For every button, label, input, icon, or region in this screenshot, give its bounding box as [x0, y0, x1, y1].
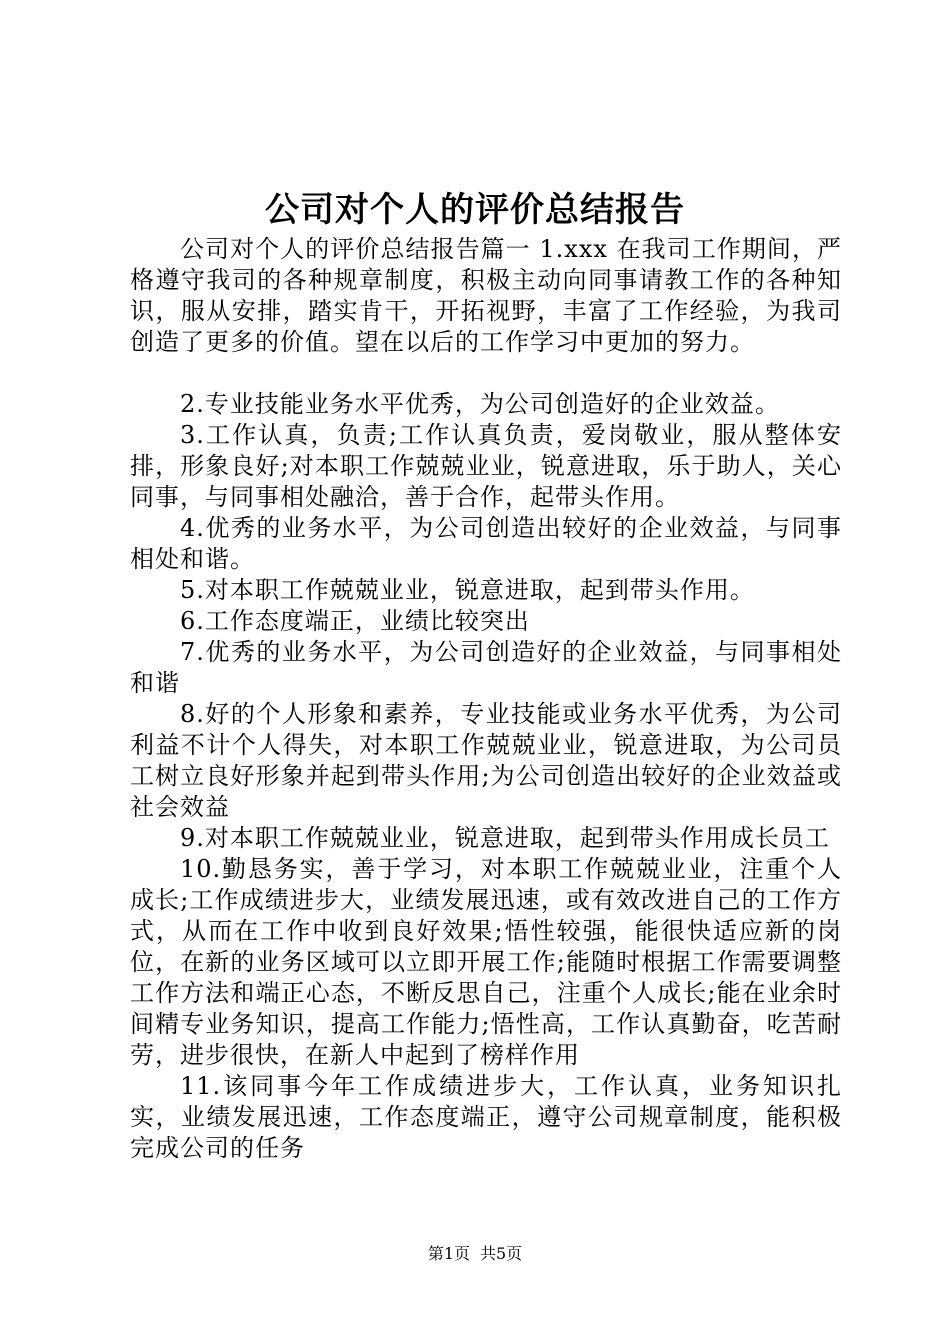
document-title: 公司对个人的评价总结报告	[265, 190, 685, 230]
page-number: 第1页	[427, 1244, 470, 1263]
paragraph-3: 3.工作认真，负责;工作认真负责，爱岗敬业，服从整体安排，形象良好;对本职工作兢兢业业，锐意进取，乐于助人，关心同事，与同事相处融洽，善于合作，起带头作用。	[130, 421, 842, 511]
page-footer	[0, 1244, 950, 1264]
paragraph-5: 5.对本职工作兢兢业业，锐意进取，起到带头作用。	[180, 576, 755, 604]
paragraph-1: 公司对个人的评价总结报告篇一 1.xxx 在我司工作期间，严格遵守我司的各种规章制度，积极主动向同事请教工作的各种知识，服从安排，踏实肯干，开拓视野，丰富了工作经验，为我司创造了更多的价值。望在以后的工作学习中更加的努力。	[130, 235, 842, 356]
total-pages: 共5页	[480, 1244, 523, 1263]
paragraph-10: 10.勤恳务实，善于学习，对本职工作兢兢业业，注重个人成长;工作成绩进步大，业绩发展迅速，或有效改进自己的工作方式，从而在工作中收到良好效果;悟性较强，能很快适应新的岗位，在新的业务区域可以立即开展工作;能随时根据工作需要调整工作方法和端正心态，不断反思自己，注重个人成长;能在业余时间精专业务知识，提高工作能力;悟性高，工作认真勤奋，吃苦耐劳，进步很快，在新人中起到了榜样作用	[130, 855, 842, 1069]
paragraph-6: 6.工作态度端正，业绩比较突出	[180, 607, 530, 635]
paragraph-4: 4.优秀的业务水平，为公司创造出较好的企业效益，与同事相处和谐。	[130, 514, 842, 573]
paragraph-2: 2.专业技能业务水平优秀，为公司创造好的企业效益。	[180, 390, 780, 418]
paragraph-9: 9.对本职工作兢兢业业，锐意进取，起到带头作用成长员工	[180, 824, 830, 852]
paragraph-11: 11.该同事今年工作成绩进步大，工作认真，业务知识扎实，业绩发展迅速，工作态度端正，遵守公司规章制度，能积极完成公司的任务	[130, 1072, 842, 1162]
paragraph-8: 8.好的个人形象和素养，专业技能或业务水平优秀，为公司利益不计个人得失，对本职工作兢兢业业，锐意进取，为公司员工树立良好形象并起到带头作用;为公司创造出较好的企业效益或社会效益	[130, 700, 842, 821]
paragraph-7: 7.优秀的业务水平，为公司创造好的企业效益，与同事相处和谐	[130, 638, 842, 697]
document-body	[130, 234, 842, 1164]
